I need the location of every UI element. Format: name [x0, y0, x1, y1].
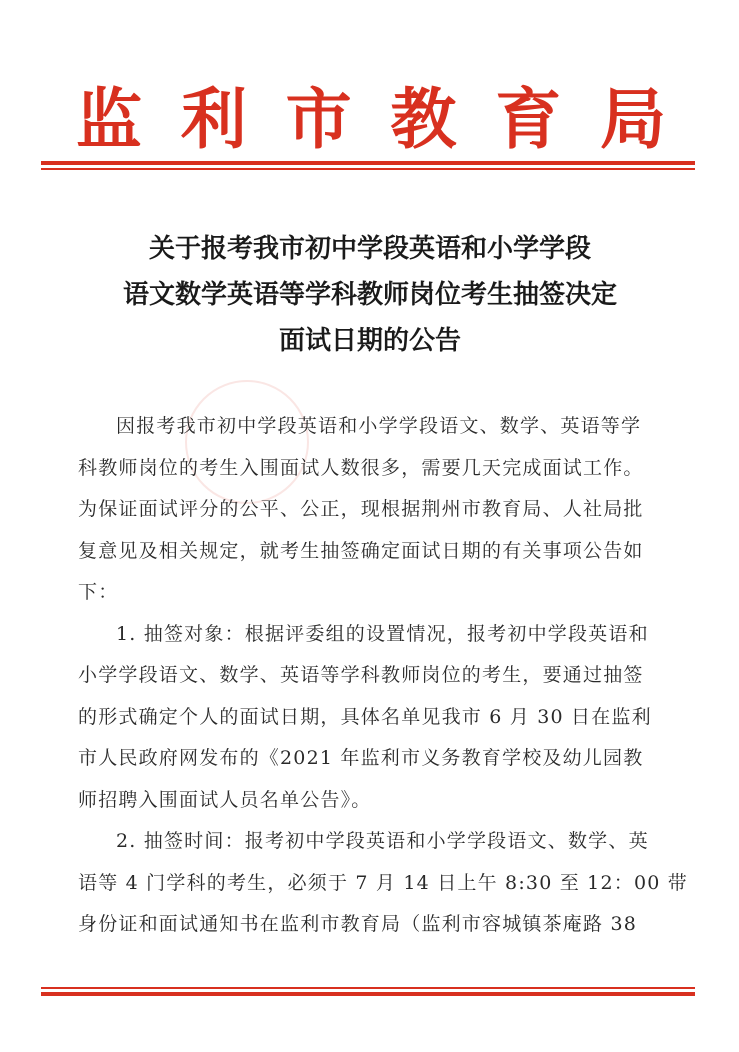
masthead-char: 育 — [495, 80, 562, 158]
masthead-org-name — [76, 80, 666, 158]
footer-rule-thick — [41, 992, 695, 996]
header-rule-thick — [41, 161, 695, 165]
title-line: 语文数学英语等学科教师岗位考生抽签决定 — [122, 280, 617, 310]
body-line: 复意见及相关规定，就考生抽签确定面试日期的有关事项公告如 — [78, 539, 644, 562]
body-line: 2. 抽签时间：报考初中学段英语和小学学段语文、数学、英 — [116, 830, 649, 852]
body-line: 的形式确定个人的面试日期，具体名单见我市 6 月 30 日在监利 — [78, 705, 652, 728]
body-line: 身份证和面试通知书在监利市教育局（监利市容城镇茶庵路 38 — [78, 913, 638, 935]
body-line: 为保证面试评分的公平、公正，现根据荆州市教育局、人社局批 — [78, 498, 644, 520]
body-line: 下： — [78, 581, 119, 603]
body-line: 1. 抽签对象：根据评委组的设置情况，报考初中学段英语和 — [116, 622, 649, 645]
document-title — [60, 226, 680, 364]
masthead-char: 利 — [180, 80, 247, 158]
masthead-char: 局 — [599, 80, 666, 158]
body-line: 市人民政府网发布的《2021 年监利市义务教育学校及幼儿园教 — [78, 747, 644, 769]
footer-rule-thin — [41, 987, 695, 989]
document-body — [78, 406, 688, 946]
header-rule-thin — [41, 168, 695, 170]
body-line: 师招聘入围面试人员名单公告》。 — [78, 788, 372, 811]
title-line: 面试日期的公告 — [278, 326, 461, 356]
body-line: 小学学段语文、数学、英语等学科教师岗位的考生，要通过抽签 — [78, 664, 644, 686]
masthead-char: 监 — [76, 80, 142, 158]
body-line: 语等 4 门学科的考生，必须于 7 月 14 日上午 8:30 至 12：00 带 — [78, 871, 688, 894]
body-line: 因报考我市初中学段英语和小学学段语文、数学、英语等学 — [116, 415, 642, 437]
body-line: 科教师岗位的考生入围面试人数很多，需要几天完成面试工作。 — [78, 456, 644, 479]
masthead-char: 市 — [285, 80, 352, 158]
title-line: 关于报考我市初中学段英语和小学学段 — [148, 234, 591, 264]
masthead-char: 教 — [390, 80, 457, 158]
